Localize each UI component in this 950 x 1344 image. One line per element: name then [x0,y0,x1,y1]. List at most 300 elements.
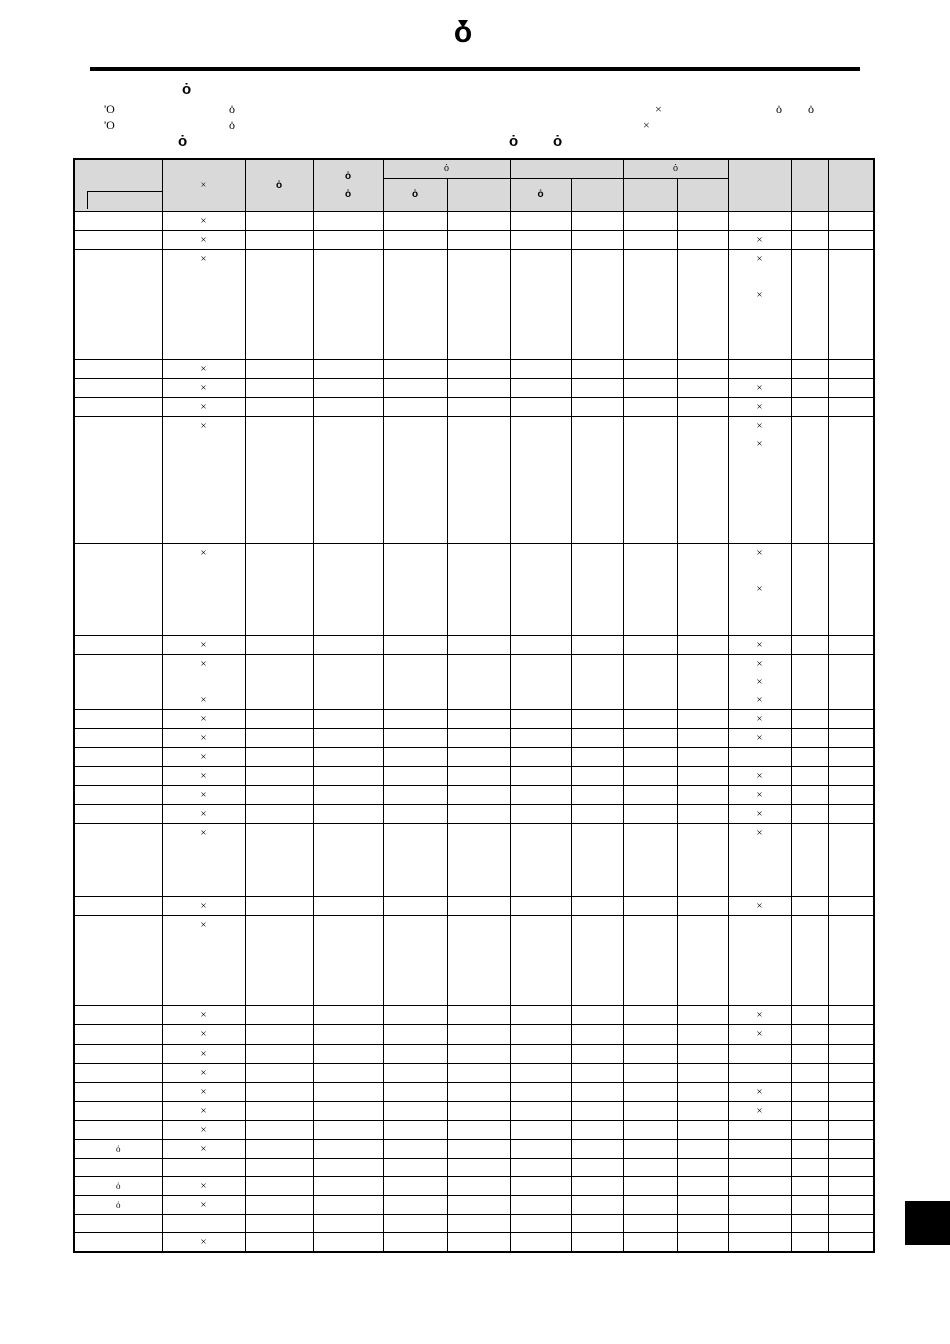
table-row [74,805,874,824]
table-cell [571,897,623,916]
table-cell [571,1064,623,1083]
table-cell [828,1025,874,1045]
table-cell [245,1064,313,1083]
row-mark-cell: × [162,417,245,544]
row-group-cell [74,1159,162,1177]
header-group-3-sub-2 [677,179,728,212]
row-x-cell: × [728,824,791,897]
table-cell [383,748,447,767]
row-x-cell [728,1064,791,1083]
table-row [74,1064,874,1083]
row-group-cell [74,1025,162,1045]
table-cell [313,786,383,805]
table-row [74,231,874,250]
table-cell [447,231,510,250]
table-cell [571,1159,623,1177]
table-cell [791,1121,828,1140]
table-cell [447,212,510,231]
intro-line4-c: ȯ [553,133,563,150]
row-x-cell: × [728,379,791,398]
table-cell [828,1006,874,1025]
table-row [74,1083,874,1102]
table-cell [510,897,571,916]
table-cell [383,360,447,379]
table-cell [447,729,510,748]
row-x-cell: × [728,767,791,786]
table-cell [447,417,510,544]
table-cell [313,1045,383,1064]
table-cell [677,824,728,897]
table-cell [623,1233,677,1253]
table-cell [571,1196,623,1215]
table-cell [828,655,874,710]
table-cell [791,250,828,360]
table-cell [623,1140,677,1159]
table-cell [623,1025,677,1045]
table-cell [623,1045,677,1064]
row-group-cell [74,1045,162,1064]
table-cell [510,417,571,544]
table-row [74,1025,874,1045]
table-cell [245,729,313,748]
table-cell [571,805,623,824]
table-cell [791,897,828,916]
table-cell [677,417,728,544]
row-group-cell [74,748,162,767]
row-x-cell: × [728,729,791,748]
table-cell [510,1177,571,1196]
table-cell [571,710,623,729]
table-cell [791,729,828,748]
header-group-3-sub-1 [623,179,677,212]
row-x-cell: × [728,710,791,729]
table-cell [510,748,571,767]
table-cell [510,636,571,655]
table-row [74,379,874,398]
table-cell [571,1045,623,1064]
table-row [74,1233,874,1253]
table-cell [828,824,874,897]
table-cell [313,805,383,824]
row-group-cell [74,212,162,231]
table-cell [791,231,828,250]
row-group-cell [74,379,162,398]
table-cell [791,1196,828,1215]
table-cell [571,786,623,805]
row-x-cell [728,360,791,379]
table-cell [245,231,313,250]
table-cell [383,767,447,786]
table-cell [510,1045,571,1064]
table-cell [828,1196,874,1215]
row-group-cell [74,1006,162,1025]
table-cell [510,379,571,398]
table-cell [677,786,728,805]
row-group-cell [74,1102,162,1121]
row-x-cell [728,212,791,231]
table-cell [510,1064,571,1083]
table-cell [623,710,677,729]
table-cell [677,544,728,636]
table-cell [383,916,447,1006]
table-cell [677,379,728,398]
table-row [74,748,874,767]
row-mark-cell: × [162,231,245,250]
row-mark-cell: × [162,398,245,417]
table-cell [623,1121,677,1140]
row-mark-cell: × [162,1196,245,1215]
table-cell [828,729,874,748]
table-cell [623,360,677,379]
row-group-cell: ȯ [74,1140,162,1159]
table-cell [383,1006,447,1025]
row-mark-cell: × [162,1177,245,1196]
table-cell [677,767,728,786]
table-cell [245,379,313,398]
row-mark-cell: × [162,897,245,916]
table-cell [447,636,510,655]
table-row [74,1006,874,1025]
intro-line3-b: ȯ [229,118,235,132]
table-cell [677,398,728,417]
table-cell [383,1025,447,1045]
row-mark-cell: × [162,1102,245,1121]
table-cell [383,1215,447,1233]
table-cell [510,916,571,1006]
table-cell [828,250,874,360]
table-cell [510,1083,571,1102]
table-cell [245,1233,313,1253]
table-cell [828,897,874,916]
table-cell [623,544,677,636]
row-x-cell: × [728,231,791,250]
table-cell [623,1064,677,1083]
table-cell [383,710,447,729]
table-cell [510,710,571,729]
table-cell [791,1102,828,1121]
table-cell [383,1140,447,1159]
row-x-cell: × [728,636,791,655]
table-cell [313,398,383,417]
table-cell [791,916,828,1006]
table-cell [313,212,383,231]
table-cell [245,1215,313,1233]
table-cell [383,729,447,748]
intro-line2-c: × [655,102,662,116]
table-cell [791,824,828,897]
header-group-1: ȯ [383,159,510,179]
table-cell [623,1215,677,1233]
table-cell [510,729,571,748]
table-cell [313,1121,383,1140]
table-cell [510,1006,571,1025]
table-cell [571,1215,623,1233]
table-cell [447,1025,510,1045]
table-row [74,916,874,1006]
row-mark-cell: × [162,748,245,767]
row-group-cell [74,231,162,250]
table-cell [313,379,383,398]
table-cell [571,1102,623,1121]
table-row [74,824,874,897]
table-row [74,1159,874,1177]
table-cell [313,729,383,748]
table-cell [245,655,313,710]
table-cell [623,250,677,360]
row-mark-cell: × [162,1006,245,1025]
table-row [74,636,874,655]
row-group-cell [74,916,162,1006]
table-cell [245,916,313,1006]
table-cell [571,398,623,417]
row-mark-cell: × [162,916,245,1006]
table-cell [245,1045,313,1064]
table-cell [623,1102,677,1121]
table-row [74,1177,874,1196]
table-cell [677,1045,728,1064]
table-cell [623,729,677,748]
table-row [74,360,874,379]
table-cell [828,212,874,231]
row-x-cell [728,1233,791,1253]
row-x-cell: × × × [728,655,791,710]
table-cell [677,1140,728,1159]
table-row [74,767,874,786]
table-cell [245,748,313,767]
table-cell [828,544,874,636]
table-cell [313,1140,383,1159]
row-group-cell [74,1064,162,1083]
table-cell [828,379,874,398]
table-cell [677,805,728,824]
intro-line3-c: × [643,118,650,132]
table-row [74,417,874,544]
table-cell [571,250,623,360]
intro-line4-b: ȯ [509,133,519,150]
table-cell [623,1083,677,1102]
table-cell [828,1083,874,1102]
table-cell [510,1140,571,1159]
table-cell [245,212,313,231]
intro-line2-e: ȯ [808,102,814,116]
table-cell [447,916,510,1006]
table-cell [447,1233,510,1253]
table-cell [447,1045,510,1064]
row-group-cell [74,250,162,360]
row-mark-cell: × [162,1045,245,1064]
intro-line3-a: 'O [104,118,115,132]
row-mark-cell: × [162,824,245,897]
table-cell [245,360,313,379]
table-cell [510,767,571,786]
table-cell [623,1006,677,1025]
table-cell [677,710,728,729]
table-row [74,398,874,417]
table-cell [447,824,510,897]
table-row [74,710,874,729]
row-group-cell [74,1215,162,1233]
table-cell [828,1121,874,1140]
table-cell [313,1083,383,1102]
row-x-cell: × × [728,544,791,636]
row-mark-cell: × × [162,655,245,710]
table-cell [571,1177,623,1196]
table-cell [791,767,828,786]
row-mark-cell: × [162,1064,245,1083]
table-cell [510,1159,571,1177]
table-cell [510,360,571,379]
table-row [74,897,874,916]
table-cell [828,1102,874,1121]
table-cell [313,1196,383,1215]
table-cell [510,212,571,231]
table-cell [677,1121,728,1140]
intro-line2-a: 'O [104,102,115,116]
table-cell [313,1215,383,1233]
table-cell [791,1025,828,1045]
row-x-cell: × [728,398,791,417]
header-cell-11 [728,159,791,212]
table-cell [383,786,447,805]
row-x-cell [728,1140,791,1159]
row-group-cell [74,1121,162,1140]
table-cell [677,1196,728,1215]
table-cell [510,250,571,360]
table-cell [383,1064,447,1083]
table-cell [571,729,623,748]
table-cell [245,1140,313,1159]
table-cell [245,805,313,824]
row-x-cell: × × [728,250,791,360]
table-cell [510,1196,571,1215]
intro-line4-a: ȯ [178,133,188,150]
table-cell [677,748,728,767]
table-cell [623,417,677,544]
table-cell [383,1177,447,1196]
table-cell [623,824,677,897]
table-cell [677,916,728,1006]
header-cell-4-bottom: ȯ [344,188,352,200]
side-index-tab [905,1201,950,1245]
row-mark-cell: × [162,212,245,231]
table-row [74,1196,874,1215]
table-cell [571,655,623,710]
table-cell [245,786,313,805]
table-cell [571,767,623,786]
table-cell [791,636,828,655]
table-cell [313,1177,383,1196]
table-cell [510,231,571,250]
header-cell-4-top: ȯ [344,170,352,182]
header-inner-box [87,191,162,209]
table-row [74,1121,874,1140]
table-cell [571,417,623,544]
table-cell [623,379,677,398]
table-cell [447,748,510,767]
row-group-cell [74,824,162,897]
table-row [74,544,874,636]
table-cell [447,1177,510,1196]
table-cell [447,655,510,710]
row-group-cell [74,710,162,729]
table-cell [447,1215,510,1233]
table-cell [677,212,728,231]
table-cell [677,1159,728,1177]
header-group-3: ȯ [623,159,728,179]
table-cell [313,1025,383,1045]
row-group-cell [74,360,162,379]
table-cell [245,1083,313,1102]
row-x-cell: × [728,1102,791,1121]
header-group-2-sub-2 [571,179,623,212]
row-mark-cell: × [162,767,245,786]
intro-line2-d: ȯ [776,102,782,116]
row-x-cell [728,916,791,1006]
table-cell [677,1025,728,1045]
table-cell [791,1159,828,1177]
row-group-cell: ȯ [74,1196,162,1215]
table-cell [313,655,383,710]
table-cell [677,655,728,710]
table-cell [383,417,447,544]
row-x-cell [728,1121,791,1140]
table-row [74,1140,874,1159]
row-group-cell [74,1233,162,1253]
table-cell [447,1006,510,1025]
table-cell [791,1233,828,1253]
table-cell [383,544,447,636]
intro-line2-b: ȯ [229,102,235,116]
table-cell [510,544,571,636]
table-cell [447,786,510,805]
table-cell [791,1140,828,1159]
table-cell [571,379,623,398]
row-group-cell [74,417,162,544]
table-body [74,212,874,1253]
table-cell [791,1083,828,1102]
table-cell [571,1083,623,1102]
table-cell [245,1025,313,1045]
table-cell [828,1045,874,1064]
table-cell [791,1045,828,1064]
table-cell [571,748,623,767]
table-cell [677,231,728,250]
table-cell [571,1025,623,1045]
header-cell-2: × [162,159,245,212]
table-row [74,1215,874,1233]
row-x-cell [728,1196,791,1215]
table-cell [245,824,313,897]
table-cell [623,398,677,417]
table-cell [245,544,313,636]
table-cell [447,250,510,360]
table-cell [313,1233,383,1253]
row-group-cell [74,655,162,710]
table-cell [828,636,874,655]
table-cell [313,710,383,729]
table-cell [447,398,510,417]
row-x-cell [728,1215,791,1233]
header-group-2-sub-1: ȯ [510,179,571,212]
table-cell [245,1196,313,1215]
table-cell [571,1121,623,1140]
row-mark-cell: × [162,379,245,398]
table-cell [623,212,677,231]
table-cell [677,1083,728,1102]
table-cell [383,1196,447,1215]
table-cell [447,1140,510,1159]
row-mark-cell: × [162,710,245,729]
